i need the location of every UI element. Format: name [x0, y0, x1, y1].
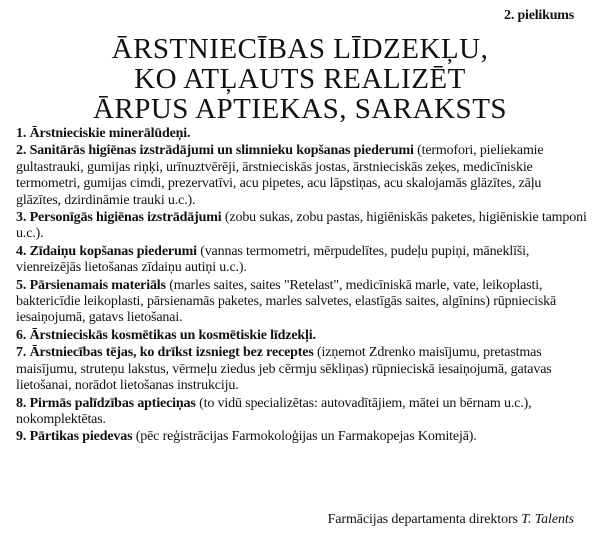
signature-text: Farmācijas departamenta direktors: [327, 512, 522, 527]
list-item-body: (to vidū specializētas: autovadītājiem, mātei un bērnam u.c.), nokomplektētas.: [16, 395, 532, 427]
list-item-heading: [16, 210, 222, 225]
list-item-body: (pēc reģistrācijas Farmokoloģijas un Farmakopejas Komitejā).: [132, 429, 477, 445]
list-item-number: 9.: [16, 429, 27, 445]
list-item-title: Pārsienamais materiāls: [29, 277, 166, 293]
list-item-body: (vannas termometri, mērpudelītes, pudeļu pupiņi, māneklīši, vienreizējās lietošanas zīdaiņu autiņi u.c.).: [16, 243, 530, 276]
item-list: [16, 126, 588, 447]
signature: [328, 512, 574, 528]
list-item-number: 4.: [16, 243, 27, 259]
list-item-heading: [16, 396, 196, 411]
list-item-heading: [16, 328, 316, 343]
list-item-title: Pirmās palīdzības aptieciņas: [29, 395, 196, 411]
list-item: [16, 278, 588, 327]
list-item-title: Sanitārās higiēnas izstrādājumi un slimnieku kopšanas piederumi: [29, 143, 414, 159]
list-item-title: Ārstnieciskie minerālūdeņi.: [29, 126, 191, 141]
list-item-heading: [16, 278, 166, 293]
document-title: [0, 34, 600, 124]
title-line-3: ĀRPUS APTIEKAS, SARAKSTS: [92, 93, 508, 125]
list-item-number: 2.: [16, 143, 27, 159]
list-item-number: 3.: [16, 210, 27, 226]
list-item-body: (marles saites, saites "Retelast", medicīniskā marle, vate, leikoplasti, baktericīdie leikoplasti, pārsienamās paketes, marles salvetes, elastīgās saites, algīnins) rūpnieciskā iesaiņojumā, gatavs lietošanai.: [16, 277, 557, 326]
list-item: [16, 429, 588, 445]
list-item-title: Ārstnieciskās kosmētikas un kosmētiskie līdzekļi.: [29, 327, 316, 343]
list-item: [16, 126, 588, 142]
list-item: [16, 328, 588, 344]
list-item-title: Ārstniecības tējas, ko drīkst izsniegt bez receptes: [29, 345, 314, 361]
list-item-heading: [16, 244, 197, 259]
list-item: [16, 143, 588, 209]
list-item-heading: [16, 126, 190, 141]
list-item-number: 1.: [16, 126, 27, 141]
signature-name: T. Talents: [521, 512, 574, 527]
title-line-1: ĀRSTNIECĪBAS LĪDZEKĻU,: [111, 33, 489, 65]
list-item-number: 8.: [16, 395, 27, 411]
list-item: [16, 396, 588, 429]
list-item-title: Pārtikas piedevas: [29, 429, 133, 445]
annex-label: 2. pielikums: [504, 8, 574, 23]
list-item-body: (termofori, pieliekamie gultastrauki, gumijas riņķi, urīnuztvērēji, ārstnieciskās jostas, ārstnieciskās zeķes, medicīniskie termometri, gumijas cimdi, prezervatīvi, acu pipetes, acu lāpstiņas, acu skalojamās glāzītes, zāļu glāzītes, dzirdināmie trauki u.c.).: [16, 143, 544, 208]
list-item-number: 7.: [16, 345, 27, 361]
list-item: [16, 210, 588, 243]
list-item-title: Personīgās higiēnas izstrādājumi: [29, 210, 222, 226]
title-line-2: KO ATĻAUTS REALIZĒT: [134, 63, 466, 95]
list-item: [16, 345, 588, 394]
list-item: [16, 244, 588, 277]
list-item-heading: [16, 143, 414, 158]
list-item-heading: [16, 345, 314, 360]
list-item-body: (zobu sukas, zobu pastas, higiēniskās paketes, higiēniskie tamponi u.c.).: [16, 210, 587, 242]
list-item-number: 5.: [16, 277, 27, 293]
list-item-title: Zīdaiņu kopšanas piederumi: [29, 243, 197, 259]
list-item-heading: [16, 429, 132, 444]
list-item-body: (izņemot Zdrenko maisījumu, pretastmas maisījumu, struteņu lakstus, vērmeļu ziedus jeb cērmju sēkliņas) rūpnieciskā iesaiņojumā, gatavas lietošanai, norādot lietošanas instrukciju.: [16, 345, 552, 394]
list-item-number: 6.: [16, 327, 27, 343]
